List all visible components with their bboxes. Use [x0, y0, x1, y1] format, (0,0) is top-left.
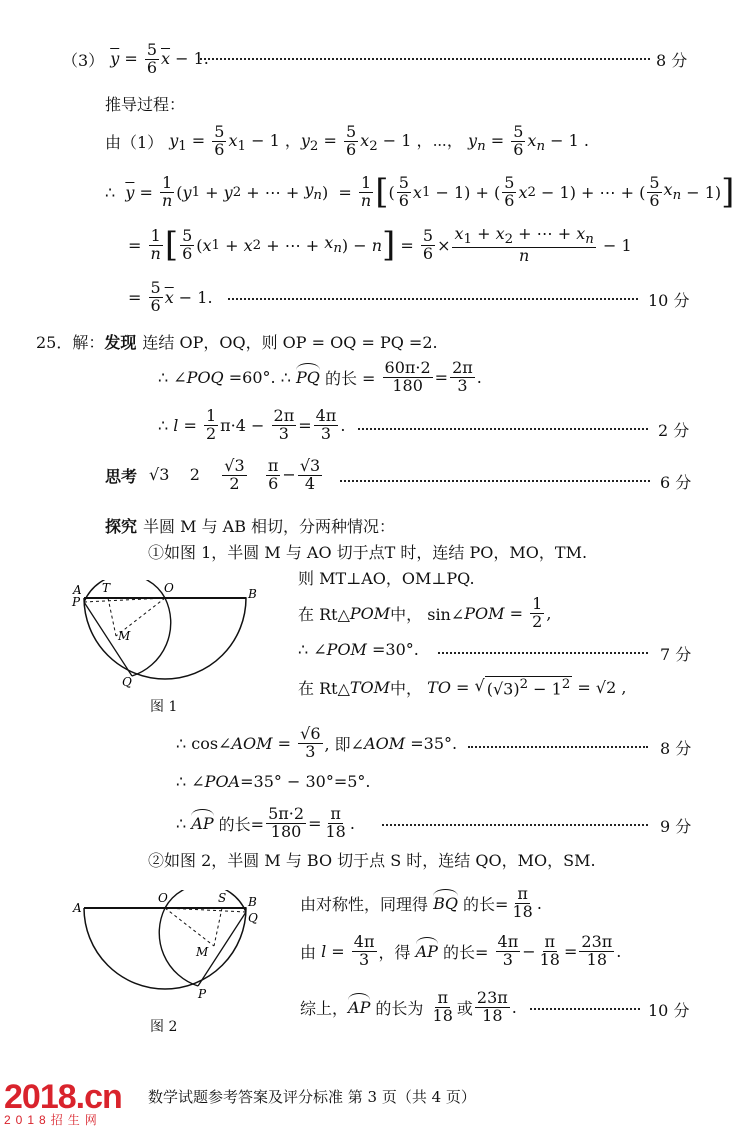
page-footer: 数学试题参考答案及评分标准 第 3 页（共 4 页） — [148, 1088, 476, 1106]
fig1-label-M: M — [118, 629, 131, 643]
dot-leader — [200, 58, 650, 60]
sikao-label: 思考 — [105, 466, 138, 486]
fig2-label-O: O — [158, 891, 168, 905]
logo-sub: 2018招生网 — [4, 1113, 102, 1127]
case2-line: ②如图 2，半圆 M 与 BO 切于点 S 时，连结 QO，MO，SM. — [148, 851, 596, 870]
tanjiu-label: 探究 — [105, 517, 138, 536]
score-10-a: 10 分 — [648, 291, 690, 310]
figure-1 — [68, 580, 268, 690]
dot-leader — [340, 480, 650, 482]
sin-line: 在 Rt△ POM 中， sin∠ POM = $\frac{1}{2}$ , — [298, 594, 552, 631]
faxian-text: 连结 OP，OQ，则 OP = OQ = PQ =2. — [142, 333, 438, 352]
fig2-label-A: A — [73, 901, 82, 915]
score-7: 7 分 — [660, 645, 692, 664]
fig1-label-B: B — [248, 587, 257, 601]
l-line: ∴ l = $\frac{1}{2}$ π·4 − $\frac{2\pi}{3}$ = $\frac{4\pi}{3}$ . — [158, 406, 346, 443]
site-logo — [4, 1078, 122, 1128]
line-eq2: = $\frac{1}{n}$ [ $\frac{5}{6}$ ( x 1 + x 2 + ⋯ + $x_n$ ) − n ] = $\frac{5}{6}$ × $\frac{x_1 + x_2 + \cdots + x_n}{n}$ − 1 — [128, 223, 632, 265]
part3-line — [62, 42, 209, 77]
q25-number: 25．解： — [36, 333, 105, 352]
dot-leader — [358, 428, 648, 430]
conclusion-line: 综上， AP 的长为 $\frac{\pi}{18}$ 或 $\frac{23\pi}{18}$ . — [300, 988, 517, 1025]
part3-label: （3） — [62, 50, 105, 70]
sym-line: 由对称性，同理得 BQ 的长= $\frac{\pi}{18}$ . — [300, 884, 542, 921]
score-8-b: 8 分 — [660, 739, 692, 758]
fig1-label-P: P — [72, 595, 81, 609]
faxian-label: 发现 — [104, 333, 137, 352]
line-therefore: ∴ $\overline{y}$ = $\frac{1}{n}$ ( y 1 + y 2 + ⋯ + $y_n$ ) = $\frac{1}{n}$ [ ( $\frac{5}{6}$ x 1 − 1) + ( $\frac{5}{6}$ x 2 − 1) + ⋯ + ( $\frac{5}{6}$ $x_n$ − 1) ] — [105, 172, 735, 212]
part3-formula: $\overline{y}$ = $\frac{5}{6}$ $\overline{x} - 1$. — [110, 40, 209, 77]
score-8-a: 8 分 — [656, 51, 688, 70]
fig1-label-T: T — [102, 581, 111, 595]
dot-leader — [530, 1008, 640, 1010]
dot-leader — [438, 652, 648, 654]
perp-line: 则 MT⊥AO，OM⊥PQ. — [298, 569, 475, 588]
angle30-line: ∴ ∠ POM =30°. — [298, 640, 419, 659]
sikao-line: 思考 √3 2 $\frac{√3}{2}$ $\frac{\pi}{6}$ − $\frac{√3}{4}$ — [105, 456, 321, 493]
line-eq3: = $\frac{5}{6}$ $\overline{x}$ − 1. — [128, 278, 213, 315]
dot-leader — [228, 298, 638, 300]
fig2-caption: 图 2 — [150, 1019, 178, 1035]
logo-main: 2018.cn — [4, 1078, 122, 1116]
fig2-label-S: S — [218, 891, 227, 905]
fig1-label-O: O — [164, 581, 174, 595]
fig2-label-P: P — [198, 987, 207, 1001]
dot-leader — [468, 746, 648, 748]
tanjiu-line — [105, 514, 395, 537]
score-6: 6 分 — [660, 473, 692, 492]
from1-prefix: 由（1） — [105, 132, 164, 152]
q25-header — [36, 330, 438, 353]
score-10-b: 10 分 — [648, 1001, 690, 1020]
figure-2 — [68, 890, 268, 1005]
fig1-caption: 图 1 — [150, 699, 178, 715]
fig2-label-B: B — [248, 895, 257, 909]
tanjiu-text: 半圆 M 与 AB 相切，分两种情况： — [143, 517, 396, 536]
fig2-label-Q: Q — [248, 911, 258, 925]
cos-line: ∴ cos∠ AOM = $\frac{√6}{3}$ , 即∠ AOM =35°. — [176, 724, 458, 761]
l2-line: 由 l = $\frac{4\pi}{3}$ ，得 AP 的长= $\frac{4\pi}{3}$ − $\frac{\pi}{18}$ = $\frac{23\pi}{18}$ . — [300, 932, 622, 969]
fig1-label-Q: Q — [122, 675, 132, 689]
fig2-label-M: M — [196, 945, 209, 959]
case1-line: ①如图 1，半圆 M 与 AO 切于点T 时，连结 PO，MO，TM. — [148, 543, 588, 562]
line-from1: 由（1） $y_1$ = $\frac{5}{6}$ $x_1 - 1$ ，$y_2$ = $\frac{5}{6}$ $x_2 - 1$ ，⋯， $y_n$ = $\frac{5}{6}$ $x_n - 1$ . — [105, 122, 589, 159]
ap-line: ∴ AP 的长= $\frac{5\pi\cdot 2}{180}$ = $\frac{\pi}{18}$ . — [176, 804, 355, 841]
fig1-label-A: A — [73, 583, 82, 597]
to-line: 在 Rt△ TOM 中， TO = √ $(√3)^2 - 1^2$ = √2 , — [298, 676, 627, 699]
score-2: 2 分 — [658, 421, 690, 440]
derivation-title: 推导过程： — [105, 95, 186, 114]
poa-line: ∴ ∠ POA =35° − 30°=5°. — [176, 772, 371, 791]
score-9: 9 分 — [660, 817, 692, 836]
dot-leader — [382, 824, 648, 826]
angle-line: ∴ ∠ POQ =60°. ∴ PQ 的长 = $\frac{60\pi\cdot 2}{180}$ = $\frac{2\pi}{3}$ . — [158, 358, 482, 395]
